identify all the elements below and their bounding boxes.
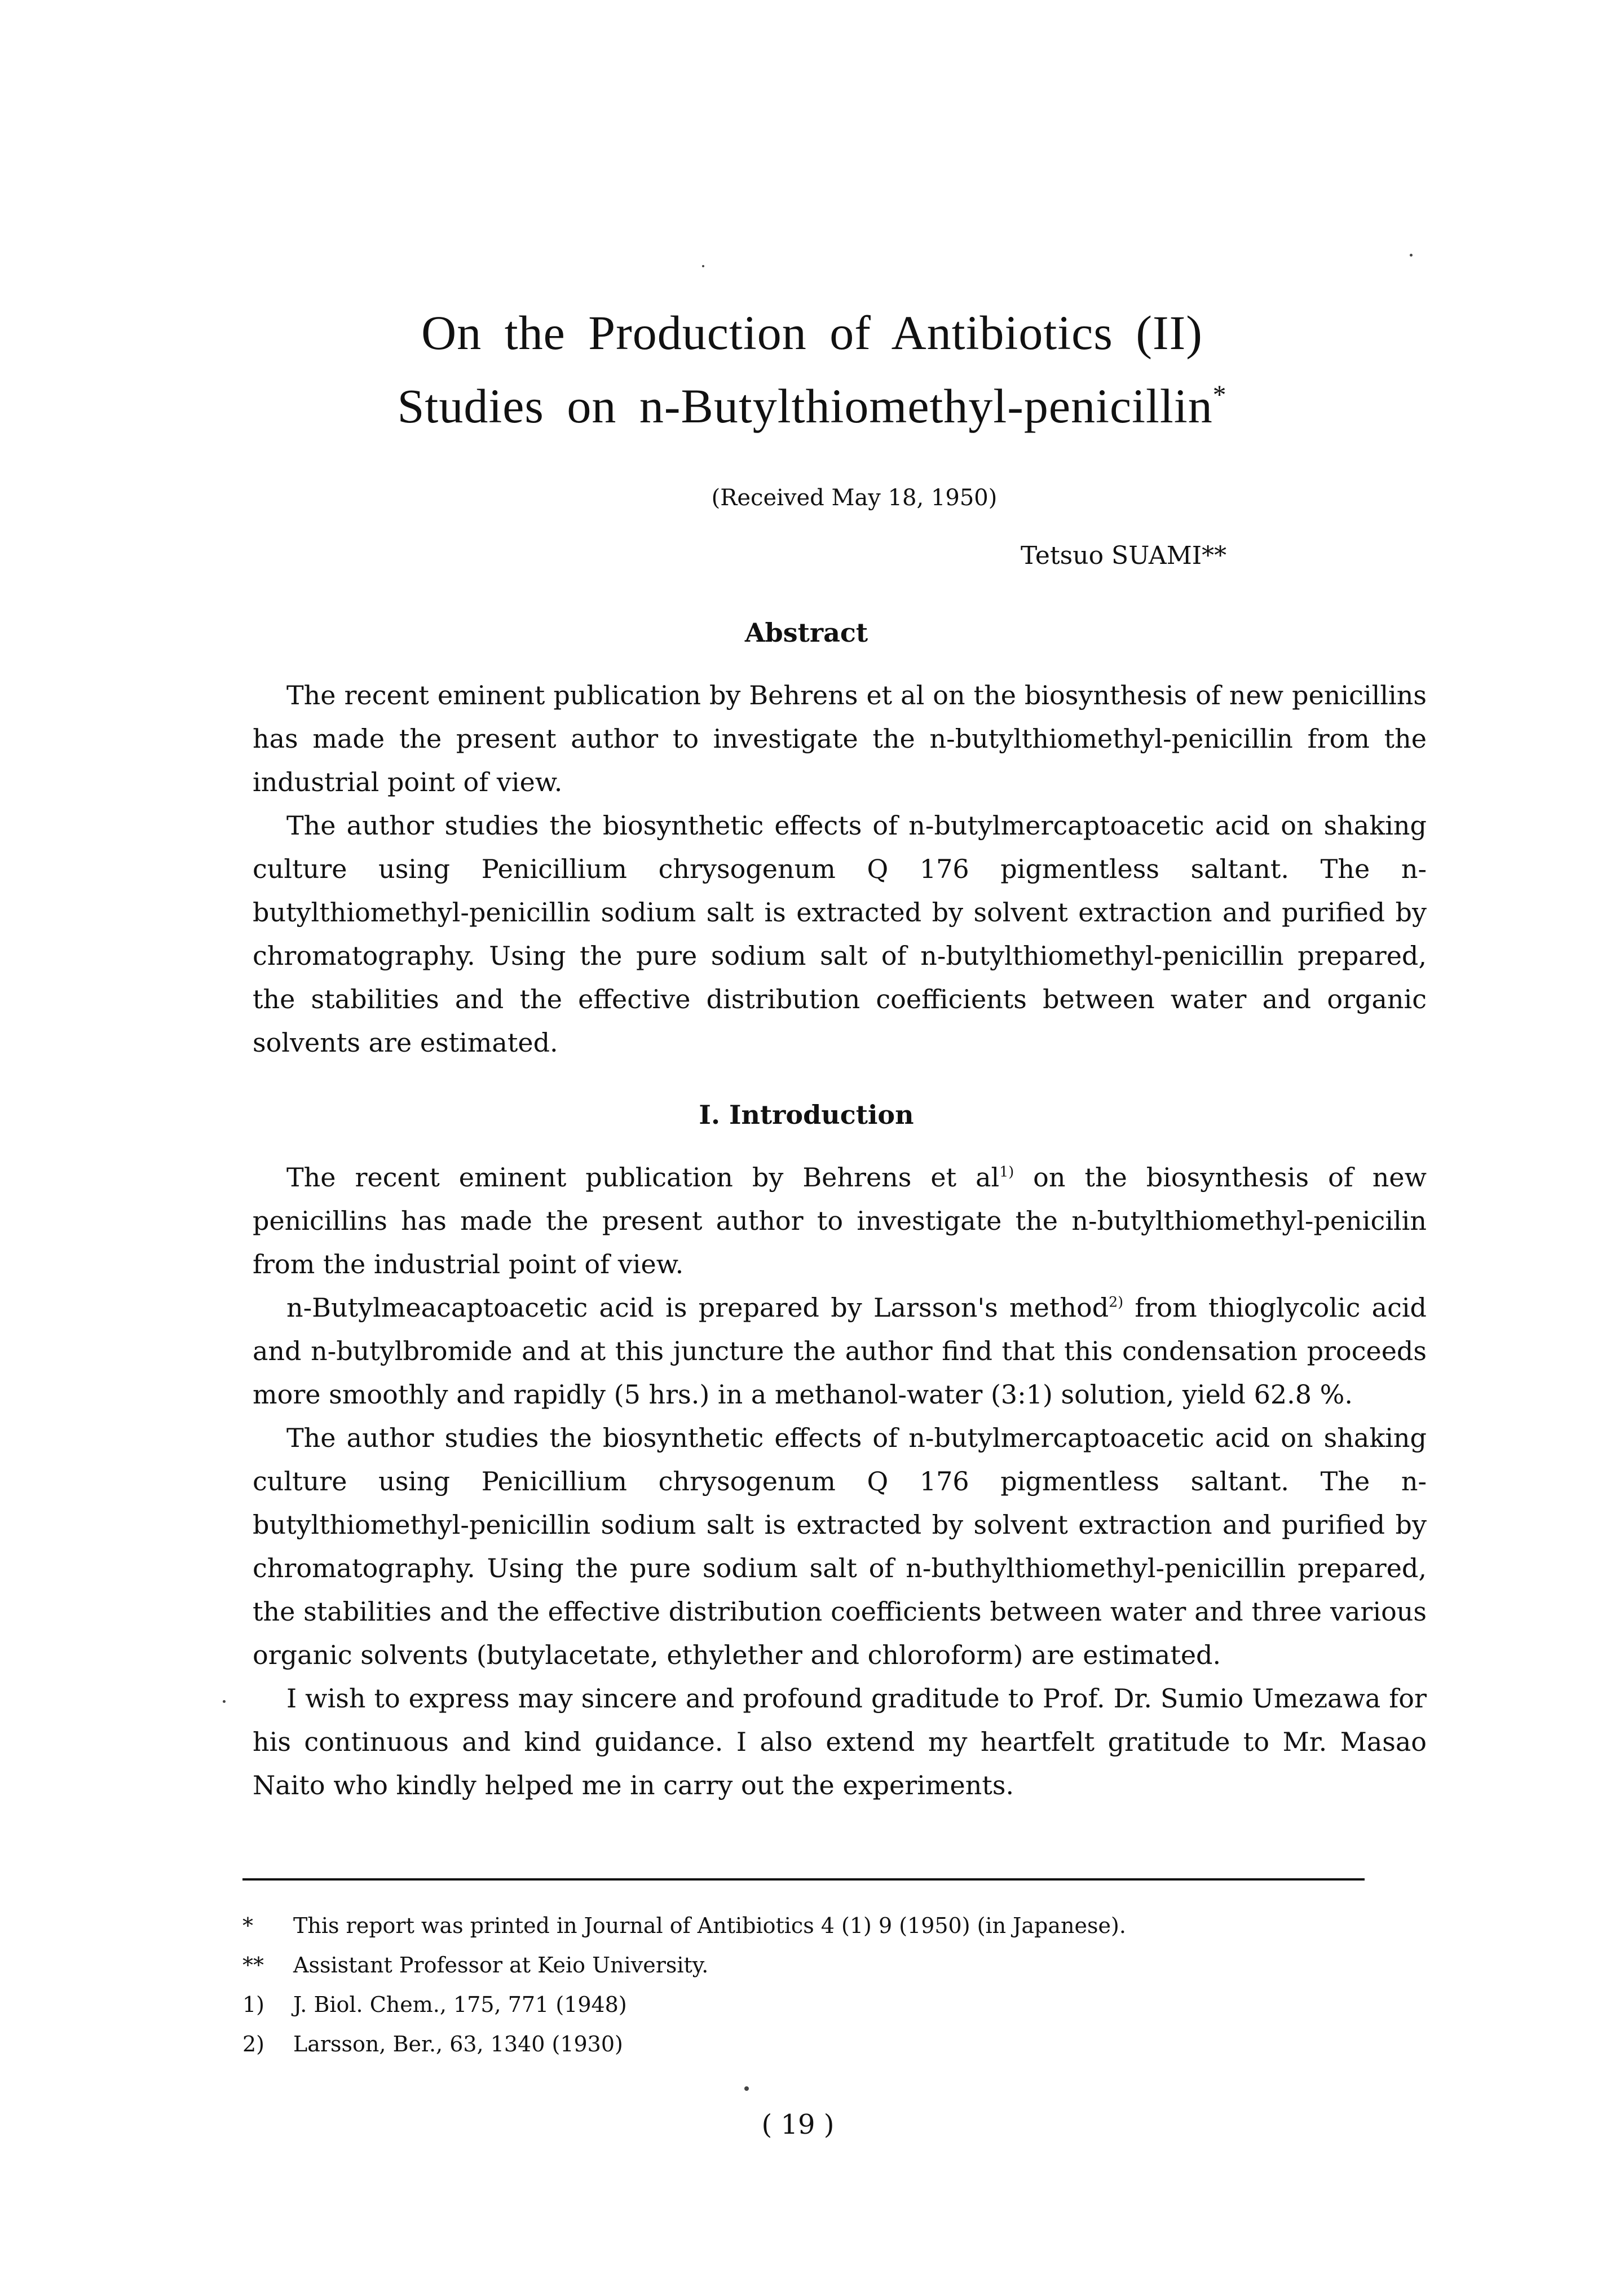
intro-paragraph [253, 1156, 1427, 1286]
paper-title-line-2 [0, 378, 1624, 434]
intro-paragraph [253, 1286, 1427, 1416]
scan-speck [702, 265, 704, 267]
footnote-item [242, 1906, 1126, 1945]
author-name: Tetsuo SUAMI** [1021, 541, 1227, 570]
footnote-item [242, 1945, 1126, 1985]
footnotes [242, 1906, 1126, 2064]
footnote-mark: 1) [242, 1992, 265, 2017]
introduction-body [253, 1156, 1427, 1807]
abstract-paragraph: The recent eminent publication by Behrens et al on the biosynthesis of new penicillins has made the present author to investigate the n-butylthiomethyl-penicillin from the industrial point of view. [253, 680, 1427, 797]
footnote-text: J. Biol. Chem., 175, 771 (1948) [293, 1992, 627, 2017]
scan-speck [223, 1700, 226, 1703]
footnote-item [242, 2024, 1126, 2064]
intro-p2-text-cont: from thioglycolic acid and n-butylbromide and at this juncture the author find that this condensation proceeds more smoothly and rapidly (5 hrs.) in a methanol-water (3:1) solution, yield 62.8 %. [253, 1292, 1427, 1410]
footnote-mark: 2) [242, 2032, 265, 2056]
introduction-heading: I. Introduction [699, 1100, 914, 1130]
scan-speck [744, 2086, 749, 2091]
abstract-paragraph: The author studies the biosynthetic effects of n-butylmercaptoacetic acid on shaking culture using Penicillium chrysogenum Q 176 pigmentless saltant. The n-butylthiomethyl-penicillin sodium salt is extracted by solvent extraction and purified by chromatography. Using the pure sodium salt of n-butylthiomethyl-penicillin prepared, the stabilities and the effective distribution coefficients between water and organic solvents are estimated. [253, 810, 1427, 1058]
footnote-text: Assistant Professor at Keio University. [293, 1953, 709, 1978]
abstract-body [253, 674, 1427, 1065]
footnote-text: Larsson, Ber., 63, 1340 (1930) [293, 2032, 623, 2056]
footnote-mark: * [242, 1913, 253, 1938]
footnote-item [242, 1985, 1126, 2024]
intro-p1-text-cont: on the biosynthesis of new penicillins has made the present author to investigate the n-butylthiomethyl-penicilin from the industrial point of view. [253, 1162, 1427, 1279]
reference-mark-1: 1) [999, 1163, 1014, 1180]
intro-p1-text: The recent eminent publication by Behrens et al [286, 1162, 1000, 1193]
received-date: (Received May 18, 1950) [711, 485, 998, 511]
paper-title-line-1: On the Production of Antibiotics (II) [421, 306, 1203, 360]
intro-p2-text: n-Butylmeacaptoacetic acid is prepared by Larsson's method [286, 1292, 1109, 1323]
scan-speck [1410, 254, 1413, 257]
reference-mark-2: 2) [1109, 1294, 1124, 1310]
abstract-heading: Abstract [744, 617, 868, 648]
title-footnote-mark: * [1212, 380, 1227, 410]
footnote-divider [242, 1878, 1365, 1881]
page-number: ( 19 ) [761, 2109, 835, 2140]
intro-paragraph: The author studies the biosynthetic effects of n-butylmercaptoacetic acid on shaking culture using Penicillium chrysogenum Q 176 pigmentless saltant. The n-butylthiomethyl-penicillin sodium salt is extracted by solvent extraction and purified by chromatography. Using the pure sodium salt of n-buthylthiomethyl-penicillin prepared, the stabilities and the effective distribution coefficients between water and three various organic solvents (butylacetate, ethylether and chloroform) are estimated. [253, 1423, 1427, 1670]
footnote-mark: ** [242, 1953, 264, 1978]
footnote-text: This report was printed in Journal of Antibiotics 4 (1) 9 (1950) (in Japanese). [293, 1913, 1126, 1938]
acknowledgement-paragraph: I wish to express may sincere and profound graditude to Prof. Dr. Sumio Umezawa for his continuous and kind guidance. I also extend my heartfelt gratitude to Mr. Masao Naito who kindly helped me in carry out the experiments. [253, 1683, 1427, 1800]
paper-subtitle-text: Studies on n-Butylthiomethyl-penicillin [397, 379, 1213, 433]
